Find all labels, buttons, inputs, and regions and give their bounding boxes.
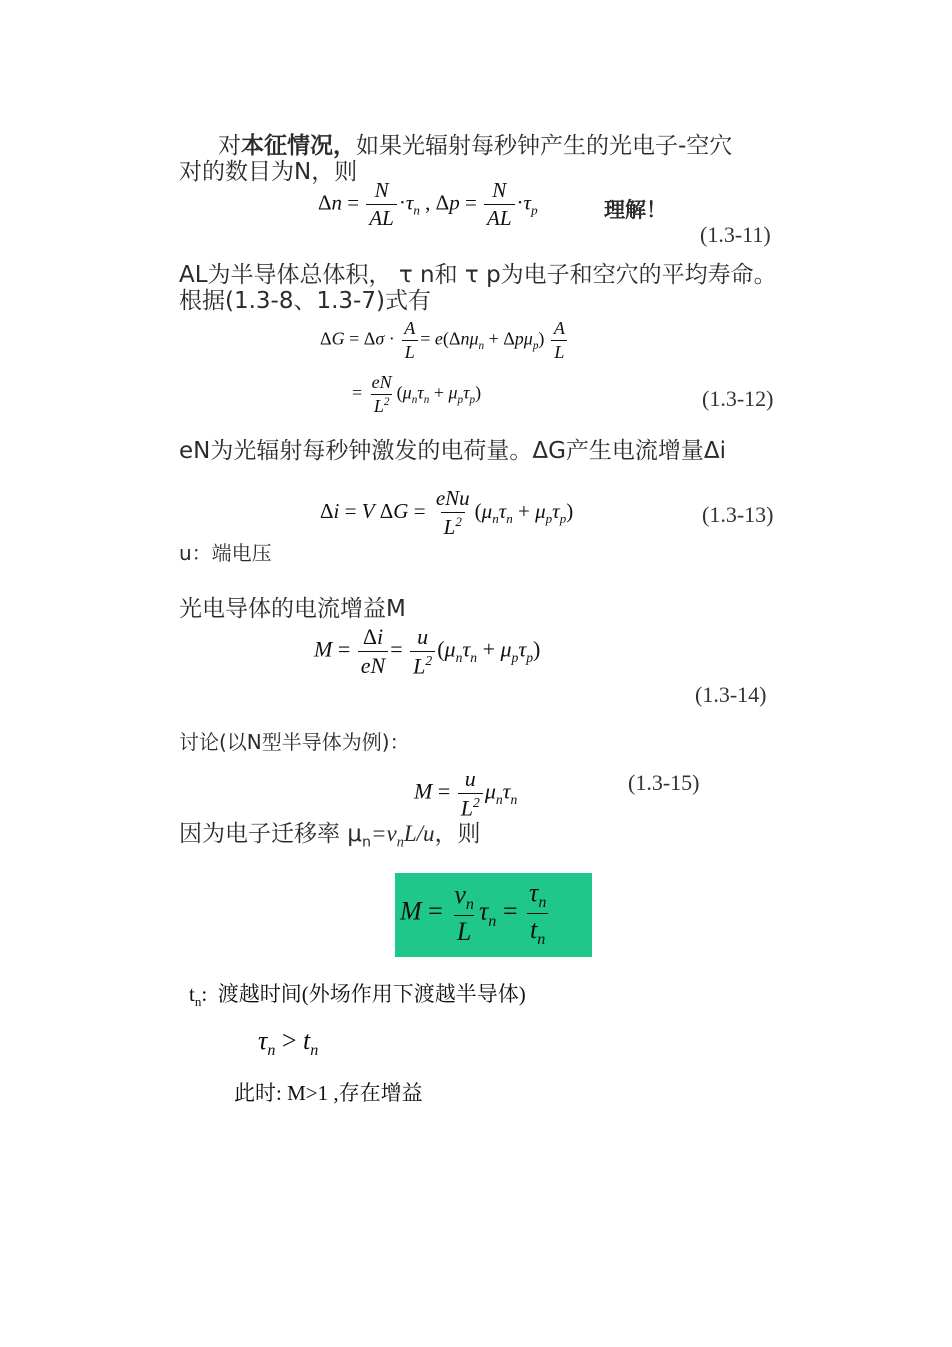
equation-number-1-3-12: (1.3-12) [702, 386, 774, 411]
equation-number-1-3-14: (1.3-14) [695, 682, 767, 707]
gain-title: 光电导体的电流增益M [179, 596, 406, 622]
equation-number-1-3-15: (1.3-15) [628, 770, 700, 795]
equation-number-1-3-11: (1.3-11) [700, 222, 771, 247]
equation-1-3-11: Δn = $\frac{N}{AL}$ $\cdot\tau_n$ , Δp = $\frac{N}{AL}$ $\cdot\tau_p$ [318, 178, 538, 230]
equation-1-3-14: M = $\frac{\Delta i}{eN}$ = $\frac{u}{L^2}$ $(\mu_n\tau_n + \mu_p\tau_p)$ [314, 624, 541, 679]
charge-text: eN为光辐射每秒钟激发的电荷量。ΔG产生电流增量Δi [179, 438, 727, 464]
inequality-tau-greater-t: $\tau_n > t_n$ [258, 1026, 319, 1060]
intro-line-1-bold: 本征情况， [241, 133, 356, 159]
tn-definition-text: 渡越时间(外场作用下渡越半导体) [217, 982, 526, 1006]
equation-1-3-12-line-1: ΔG = Δσ · $\frac{A}{L}$ = e(Δnμ$_n$ + Δpμ$_p$) $\frac{A}{L}$ [320, 318, 570, 363]
conclusion-text: 此时: M>1 ,存在增益 [234, 1081, 423, 1105]
equation-number-1-3-13: (1.3-13) [702, 502, 774, 527]
mobility-text-pre: 因为电子迁移率 μ [179, 821, 362, 847]
equation-1-3-12-line-2: = $\frac{eN}{L^2}$ $(\mu_n\tau_n + \mu_p\tau_p)$ [352, 372, 482, 416]
discussion-heading: 讨论(以N型半导体为例)： [179, 730, 410, 754]
gain-formula: M = $\frac{v_n}{L}$ $\tau_n$ = $\frac{\tau_n}{t_n}$ [400, 878, 547, 949]
intro-line-2: 对的数目为N，则 [179, 159, 358, 185]
al-definition: AL为半导体总体积， τ n和 τ p为电子和空穴的平均寿命。 [179, 262, 777, 288]
equation-1-3-15: M = $\frac{u}{L^2}$ $\mu_n\tau_n$ [414, 766, 518, 821]
intro-line-1-rest: 如果光辐射每秒钟产生的光电子-空穴 [356, 133, 733, 159]
mobility-text: 因为电子迁移率 $\mu_n=v_nL/u$，则 [179, 821, 481, 851]
equation-1-3-13: Δi = V ΔG = $\frac{\text{eNu}}{L^2}$ $(\mu_n\tau_n + \mu_p\tau_p)$ [320, 486, 574, 539]
u-definition: u：端电压 [179, 541, 272, 565]
understand-note: 理解！ [604, 198, 667, 222]
intro-line-1-pre: 对 [218, 133, 241, 159]
basis-text: 根据(1.3-8、1.3-7)式有 [179, 288, 431, 314]
tn-definition: $t_n$: 渡越时间(外场作用下渡越半导体) [189, 982, 526, 1010]
mobility-text-post: ，则 [434, 821, 481, 847]
